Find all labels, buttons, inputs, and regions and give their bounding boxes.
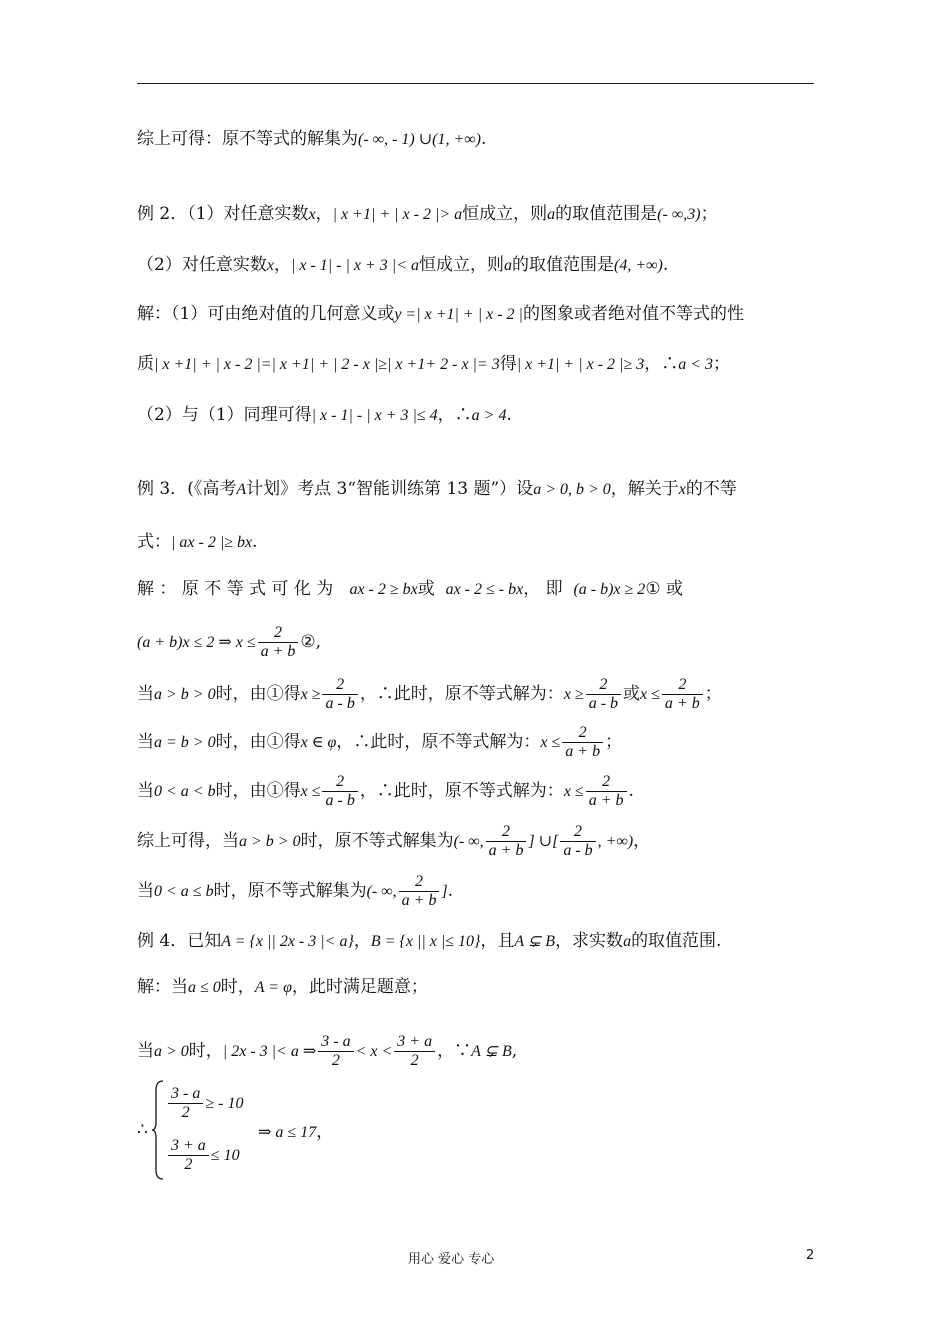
text: .: [662, 255, 669, 275]
page-number: 2: [806, 1248, 815, 1263]
example-3-line-1: [137, 477, 737, 502]
system-row-2: [166, 1137, 240, 1174]
formula: x ∈ φ: [300, 734, 337, 751]
example-2-part-2: [137, 253, 668, 278]
formula: ax - 2 ≥ bx: [349, 581, 418, 598]
text: 当: [137, 1041, 154, 1061]
formula: B = {x || x |≤ 10}: [370, 933, 481, 950]
text: ；: [704, 684, 722, 704]
formula: a ≤ 0: [188, 979, 221, 996]
denominator: a - b: [325, 695, 355, 712]
fraction: [399, 873, 440, 910]
text: 得: [499, 354, 517, 374]
formula: ⇒ a ≤ 17: [258, 1124, 317, 1141]
text: 或: [417, 579, 435, 599]
formula: 0 < a < b: [154, 783, 216, 800]
text: .: [506, 405, 512, 425]
solution-4-line-1: [137, 975, 428, 1000]
text: ，∴: [644, 354, 679, 374]
fraction: [322, 773, 357, 810]
text: 时，: [220, 977, 255, 997]
numerator: 3 - a: [318, 1033, 353, 1052]
text: ，∴此时，原不等式解为：: [359, 684, 564, 704]
text: 例 2．（1）对任意实数: [137, 204, 309, 224]
formula: x ≤: [300, 783, 321, 800]
fraction: [318, 1033, 353, 1070]
formula: | x - 1| - | x + 3 |< a: [290, 257, 419, 274]
fraction: [586, 676, 621, 713]
numerator: 2: [322, 773, 357, 792]
text: 时，原不等式解集为: [300, 831, 454, 851]
fraction: [586, 773, 627, 810]
text: 的取值范围.: [631, 931, 722, 951]
denominator: a - b: [325, 792, 355, 809]
formula: x ≤: [563, 783, 584, 800]
denominator: a + b: [401, 892, 437, 909]
text: ，: [315, 204, 333, 224]
formula: a > 0: [154, 1043, 189, 1060]
solution-2-line-3: [137, 403, 512, 428]
text: .: [252, 532, 258, 552]
example-3-line-2: [137, 530, 258, 555]
formula: ] ∪[: [528, 833, 559, 850]
text: ，: [353, 931, 371, 951]
text: 时，: [188, 1041, 223, 1061]
formula: x ≤: [540, 734, 561, 751]
formula: A = {x || 2x - 3 |< a}: [221, 933, 354, 950]
formula: x: [678, 481, 686, 498]
text: .: [628, 781, 634, 801]
text: 恒成立，则: [462, 204, 548, 224]
text: ，: [316, 1122, 334, 1142]
summary-line-1: [137, 127, 486, 152]
text: ②,: [300, 632, 322, 652]
solution-3-summary-2: [137, 873, 453, 910]
denominator: 2: [184, 1156, 193, 1173]
formula: a = b > 0: [154, 734, 216, 751]
solution-3-line-2: [137, 624, 321, 661]
numerator: 2: [486, 823, 527, 842]
numerator: 3 + a: [168, 1137, 209, 1156]
formula: ≥ - 10: [205, 1095, 244, 1112]
fraction: [168, 1137, 209, 1174]
formula: x: [266, 257, 274, 274]
denominator: 2: [331, 1052, 340, 1069]
formula: ax - 2 ≤ - bx: [445, 581, 524, 598]
formula: a > 4: [471, 407, 507, 424]
formula: (a - b)x ≥ 2: [573, 581, 646, 598]
denominator: 2: [181, 1104, 190, 1121]
solution-3-case-2: [137, 724, 622, 761]
text: 解 ： 原 不 等 式 可 化 为: [137, 579, 334, 599]
text: 或: [623, 684, 641, 704]
numerator: 2: [662, 676, 703, 695]
numerator: 2: [322, 676, 357, 695]
text: .: [447, 881, 454, 901]
formula: | x +1| + | x - 2 |≥ 3: [516, 356, 645, 373]
text: ，: [273, 255, 291, 275]
text: 的取值范围是: [555, 204, 658, 224]
left-brace-icon: [151, 1080, 165, 1180]
formula: | x +1| + | x - 2 |=| x +1| + | 2 - x |≥| x +1+ 2 - x |= 3: [154, 356, 500, 373]
text: （2）与（1）同理可得: [137, 405, 312, 425]
text: 的取值范围是: [511, 255, 614, 275]
text: ,: [511, 1041, 518, 1061]
formula: a < 3: [678, 356, 714, 373]
denominator: a + b: [565, 743, 601, 760]
formula: (a + b)x ≤ 2 ⇒ x ≤: [137, 634, 256, 651]
text: ，解关于: [610, 479, 679, 499]
text: 恒成立，则: [418, 255, 504, 275]
text: 计划》考点 3“智能训练第 13 题”）设: [246, 479, 534, 499]
solution-3-summary-1: [137, 823, 650, 860]
text: 当: [137, 781, 154, 801]
text: ∴: [137, 1120, 148, 1140]
text: 综上可得：原不等式的解集为: [137, 129, 358, 149]
formula: A: [236, 481, 247, 498]
solution-3-line-1: [137, 577, 683, 602]
text: 时，由①得: [215, 781, 301, 801]
fraction: [486, 823, 527, 860]
example-4: [137, 929, 721, 954]
fraction: [258, 624, 299, 661]
text: 例 4．已知: [137, 931, 222, 951]
formula: A = φ: [254, 979, 292, 996]
text: ，∴此时，原不等式解为：: [336, 732, 541, 752]
text: .: [480, 129, 487, 149]
formula: a: [547, 206, 556, 223]
text: ，∴此时，原不等式解为：: [359, 781, 564, 801]
numerator: 2: [586, 773, 627, 792]
fraction: [394, 1033, 435, 1070]
fraction: [322, 676, 357, 713]
text: （2）对任意实数: [137, 255, 267, 275]
solution-4-line-2: [137, 1033, 517, 1070]
text: ，: [633, 831, 651, 851]
text: ，∴: [437, 405, 472, 425]
system-conclusion: [258, 1120, 333, 1145]
formula: (4, +∞): [613, 257, 663, 274]
formula: a > 0, b > 0: [533, 481, 611, 498]
text: ，且: [480, 931, 515, 951]
formula: 0 < a ≤ b: [154, 883, 214, 900]
numerator: 3 - a: [168, 1085, 203, 1104]
text: 当: [137, 732, 154, 752]
denominator: 2: [410, 1052, 419, 1069]
formula: ]: [441, 883, 448, 900]
text: ① 或: [645, 579, 683, 599]
formula: A ⊊ B: [514, 933, 556, 950]
fraction: [662, 676, 703, 713]
numerator: 3 + a: [394, 1033, 435, 1052]
footer-motto: 用心 爱心 专心: [408, 1252, 495, 1267]
formula: y =| x +1| + | x - 2 |: [394, 306, 523, 323]
text: ；: [700, 204, 718, 224]
text: 当: [137, 684, 154, 704]
fraction: [560, 823, 595, 860]
formula: (- ∞, - 1) ∪(1, +∞): [358, 131, 481, 148]
numerator: 2: [258, 624, 299, 643]
text: 解：（1）可由绝对值的几何意义或: [137, 304, 395, 324]
text: ，求实数: [555, 931, 624, 951]
formula: (- ∞,: [453, 833, 484, 850]
formula: x ≥: [300, 686, 321, 703]
text: 质: [137, 354, 154, 374]
solution-3-case-1: [137, 676, 722, 713]
formula: | x - 1| - | x + 3 |≤ 4: [311, 407, 438, 424]
text: 时，原不等式解集为: [213, 881, 367, 901]
denominator: a + b: [488, 842, 524, 859]
header-rule: [137, 83, 814, 84]
text: 当: [137, 881, 154, 901]
system-row-1: [166, 1085, 243, 1122]
text: ，此时满足题意；: [291, 977, 428, 997]
formula: x ≤: [640, 686, 660, 703]
denominator: a + b: [588, 792, 624, 809]
text: 时，由①得: [215, 732, 301, 752]
text: ， 即: [523, 579, 563, 599]
text: ，∵: [437, 1041, 472, 1061]
denominator: a - b: [563, 842, 593, 859]
numerator: 2: [562, 724, 603, 743]
text: 解：当: [137, 977, 188, 997]
formula: | ax - 2 |≥ bx: [171, 534, 253, 551]
text: 的不等: [685, 479, 737, 499]
text: 式：: [137, 532, 171, 552]
formula: a > b > 0: [154, 686, 216, 703]
text: ；: [605, 732, 623, 752]
numerator: 2: [560, 823, 595, 842]
formula: a: [623, 933, 632, 950]
numerator: 2: [399, 873, 440, 892]
example-2-part-1: [137, 202, 718, 227]
formula: (- ∞,: [366, 883, 397, 900]
text: 时，由①得: [215, 684, 301, 704]
text: 综上可得，当: [137, 831, 239, 851]
fraction: [168, 1085, 203, 1122]
text: ；: [713, 354, 731, 374]
solution-2-line-2: [137, 352, 730, 377]
formula: | x +1| + | x - 2 |> a: [332, 206, 463, 223]
denominator: a + b: [664, 695, 700, 712]
fraction: [562, 724, 603, 761]
formula: | 2x - 3 |< a ⇒: [222, 1043, 317, 1060]
formula: A ⊊ B: [471, 1043, 512, 1060]
solution-3-case-3: [137, 773, 634, 810]
formula: (- ∞,3): [657, 206, 701, 223]
text: 例 3．(《高考: [137, 479, 237, 499]
formula: ≤ 10: [210, 1147, 240, 1164]
formula: < x <: [355, 1043, 393, 1060]
formula: a > b > 0: [239, 833, 301, 850]
denominator: a + b: [260, 643, 296, 660]
formula: a: [503, 257, 512, 274]
formula: , +∞): [597, 833, 634, 850]
formula: x: [308, 206, 316, 223]
denominator: a - b: [588, 695, 619, 712]
text: 的图象或者绝对值不等式的性: [522, 304, 744, 324]
therefore-symbol: [137, 1118, 148, 1142]
numerator: 2: [586, 676, 621, 695]
formula: x ≥: [563, 686, 584, 703]
solution-2-line-1: [137, 302, 744, 327]
